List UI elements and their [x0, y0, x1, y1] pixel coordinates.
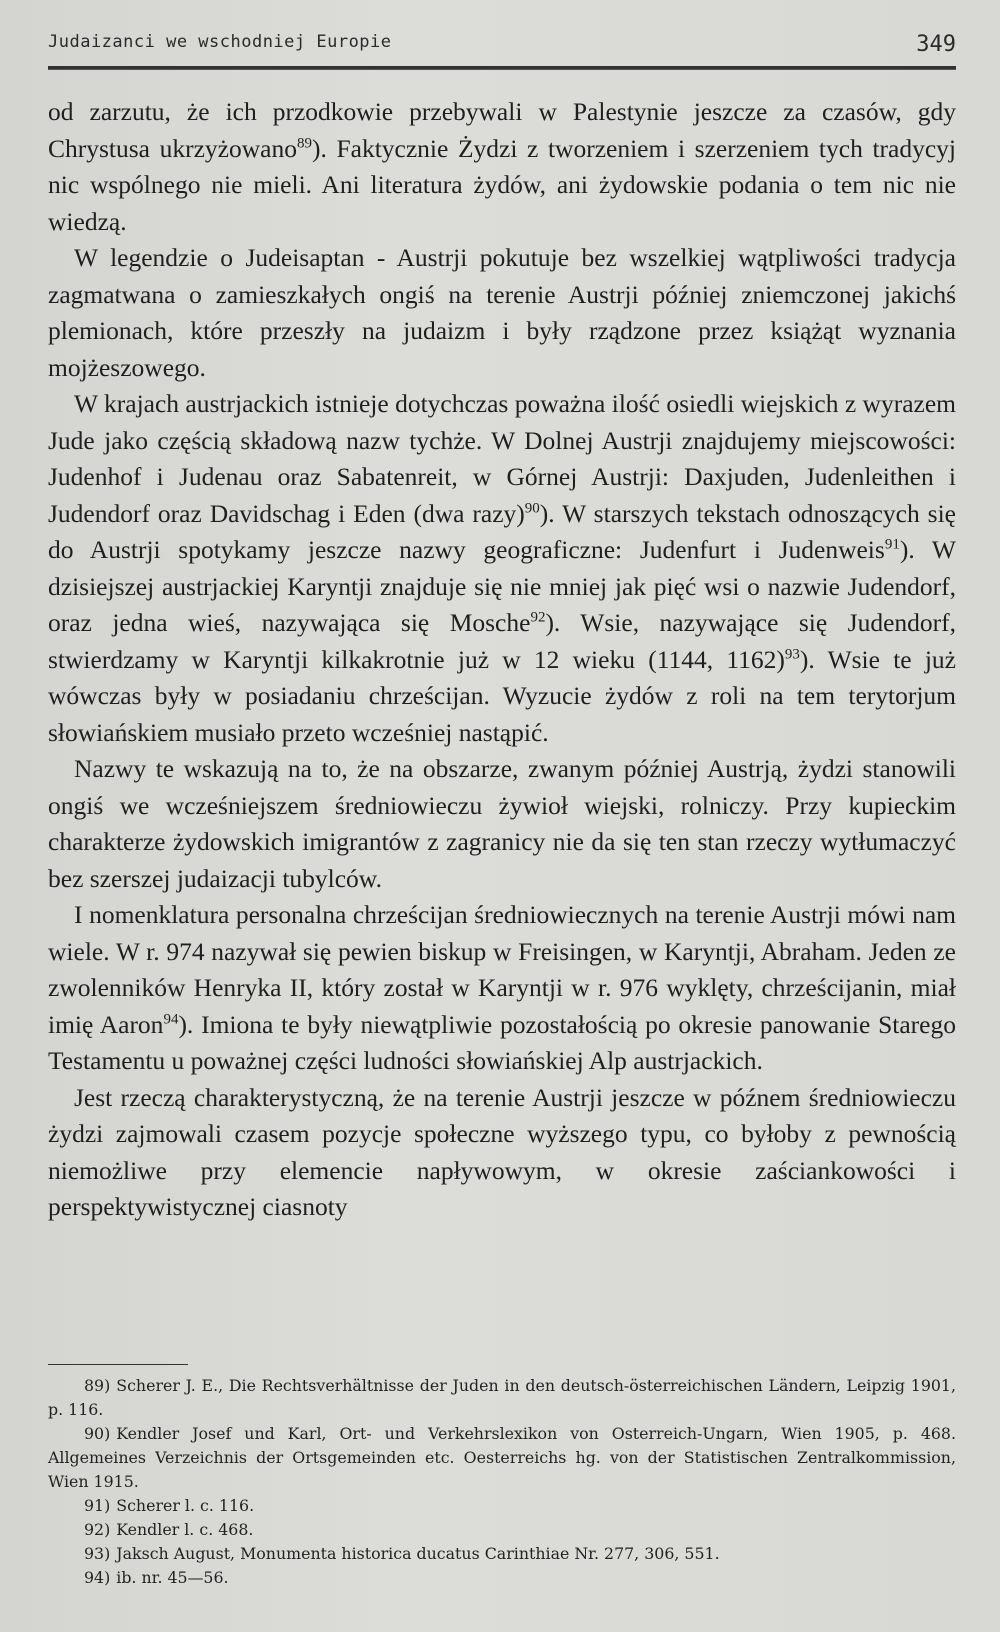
- footnote-ref: 94: [163, 1011, 179, 1027]
- footnote-number: 92): [84, 1520, 111, 1539]
- footnote-text: Kendler l. c. 468.: [116, 1520, 254, 1539]
- paragraph-text: ). W starszych tekstach odnoszących się do Austrji spotykamy jeszcze nazwy geograficzne: Judenfurt i Judenweis: [48, 498, 956, 564]
- paragraph-text: W legendzie o Judeisaptan - Austrji pokutuje bez wszelkiej wątpliwości tradycja zagmatwana o zamieszkałych ongiś na terenie Austrji później zniemczonej jakichś plemionach, które przeszły na judaizm i były rządzone przez książąt wyznania mojżeszowego.: [48, 243, 956, 382]
- footnote-text: Scherer l. c. 116.: [116, 1496, 255, 1515]
- footnote: [48, 1566, 956, 1590]
- paragraph-text: W krajach austrjackich istnieje dotychczas poważna ilość osiedli wiejskich z wyrazem Jude jako częścią składową nazw tychże. W Dolnej Austrji znajdujemy miejscowości: Judenhof i Judenau oraz Sabatenreit, w Górnej Austrji: Daxjuden, Judenleithen i Judendorf oraz Davidschag i Eden (dwa razy): [48, 389, 956, 528]
- paragraph: [48, 751, 956, 897]
- footnote-text: ib. nr. 45—56.: [116, 1568, 229, 1587]
- footnote: [48, 1422, 956, 1494]
- footnote-ref: 92: [530, 609, 546, 626]
- paragraph: [48, 94, 956, 240]
- footnote-separator: [48, 1364, 188, 1365]
- header-rule: [48, 66, 956, 70]
- paragraph-text: ). Imiona te były niewątpliwie pozostałością po okresie panowanie Starego Testamentu u poważnej części ludności słowiańskiej Alp austrjackich.: [48, 1009, 956, 1075]
- paragraph-text: ). W dzisiejszej austrjackiej Karyntji znajduje się nie mniej jak pięć wsi o nazwie Judendorf, oraz jedna wieś, nazywająca się Mosche: [48, 535, 956, 637]
- paragraph: [48, 240, 956, 386]
- footnote-number: 94): [84, 1568, 111, 1587]
- footnote-number: 93): [84, 1544, 111, 1563]
- footnote-ref: 90: [524, 500, 540, 516]
- footnote-number: 90): [84, 1424, 111, 1443]
- footnote: [48, 1374, 956, 1422]
- body-text: [48, 94, 956, 1226]
- paragraph-text: Jest rzeczą charakterystyczną, że na terenie Austrji jeszcze w późnem średniowieczu żydzi zajmowali czasem pozycje społeczne wyższego typu, co byłoby z pewnością niemożliwe przy elemencie napływowym, w okresie zaściankowości i perspektywistycznej ciasnoty: [48, 1082, 956, 1221]
- page-header: [48, 26, 956, 72]
- paragraph: [48, 386, 956, 751]
- footnote-text: Jaksch August, Monumenta historica ducatus Carinthiae Nr. 277, 306, 551.: [116, 1544, 720, 1563]
- footnote-ref: 89: [296, 135, 312, 151]
- paragraph-text: I nomenklatura personalna chrześcijan średniowiecznych na terenie Austrji mówi nam wiele. W r. 974 nazywał się pewien biskup w Freisingen, w Karyntji, Abraham. Jeden ze zwolenników Henryka II, który został w Karyntji w r. 976 wyklęty, chrześcijanin, miał imię Aaron: [48, 900, 956, 1039]
- paragraph-text: ). Faktycznie Żydzi z tworzeniem i szerzeniem tych tradycyj nic wspólnego nie mieli. Ani literatura żydów, ani żydowskie podania o tem nic nie wiedzą.: [48, 133, 956, 236]
- footnote: [48, 1518, 956, 1542]
- paragraph: [48, 1080, 956, 1226]
- paragraph-text: ). Wsie, nazywające się Judendorf, stwierdzamy w Karyntji kilkakrotnie już w 12 wieku (1144, 1162): [48, 608, 956, 674]
- footnote-ref: 91: [884, 536, 900, 553]
- paragraph-text: Nazwy te wskazują na to, że na obszarze, zwanym później Austrją, żydzi stanowili ongiś we wcześniejszem średniowieczu żywioł wiejski, rolniczy. Przy kupieckim charakterze żydowskich imigrantów z zagranicy nie da się ten stan rzeczy wytłumaczyć bez szerszej judaizacji tubylców.: [48, 754, 956, 893]
- page-number: 349: [916, 32, 956, 57]
- footnote-ref: 93: [784, 646, 800, 662]
- paragraph-text: ). Wsie te już wówczas były w posiadaniu chrześcijan. Wyzucie żydów z roli na tem terytorjum słowiańskiem musiało przeto wcześniej nastąpić.: [48, 644, 956, 747]
- footnote-number: 89): [84, 1376, 111, 1395]
- running-title: Judaizanci we wschodniej Europie: [48, 32, 392, 52]
- paragraph-text: od zarzutu, że ich przodkowie przebywali w Palestynie jeszcze za czasów, gdy Chrystusa ukrzyżowano: [48, 97, 956, 163]
- footnote-text: Scherer J. E., Die Rechtsverhältnisse der Juden in den deutsch-österreichischen Ländern, Leipzig 1901, p. 116.: [48, 1376, 956, 1419]
- footnote: [48, 1542, 956, 1566]
- footnote-text: Kendler Josef und Karl, Ort- und Verkehrslexikon von Osterreich-Ungarn, Wien 1905, p. 468. Allgemeines Verzeichnis der Ortsgemeinden etc. Oesterreichs hg. von der Statistischen Zentralkommission, Wien 1915.: [48, 1424, 956, 1491]
- footnotes: [48, 1374, 956, 1590]
- footnote: [48, 1494, 956, 1518]
- paragraph: [48, 897, 956, 1080]
- footnote-number: 91): [84, 1496, 111, 1515]
